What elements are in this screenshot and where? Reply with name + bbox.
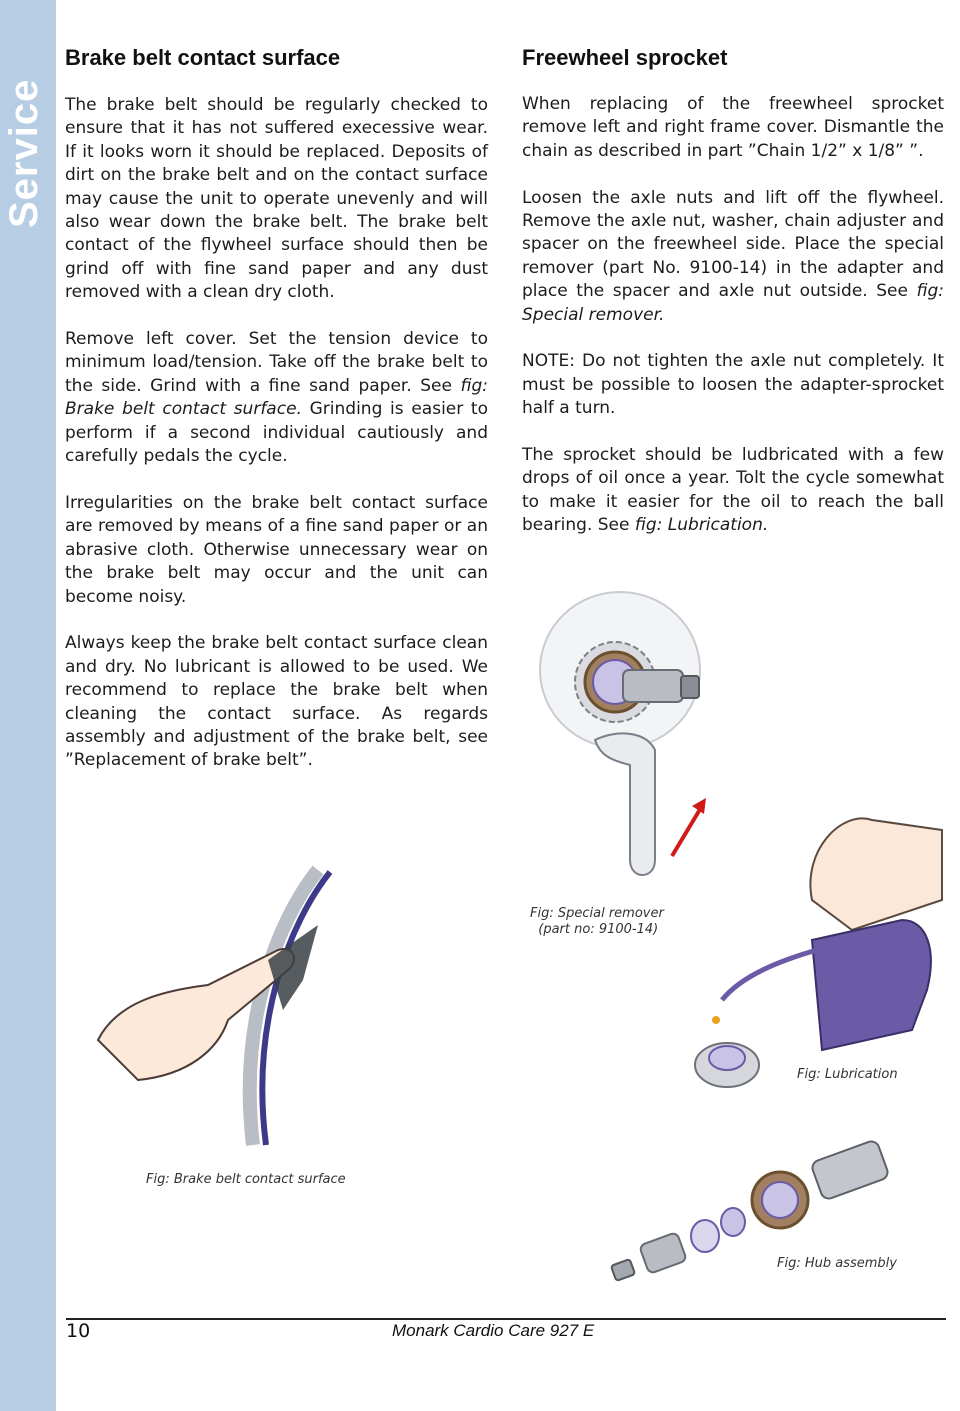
footer-rule: [66, 1318, 946, 1320]
special-remover-caption: Fig: Special remover (part no: 9100-14): [530, 906, 664, 937]
document-title: Monark Cardio Care 927 E: [392, 1321, 595, 1340]
right-heading: Freewheel sprocket: [522, 45, 728, 70]
brake-belt-illustration: [78, 860, 338, 1150]
page-number: 10: [66, 1320, 91, 1342]
paragraph: Always keep the brake belt contact surface clean and dry. No lubricant is allowed to be used. We recommend to replace the brake belt when cleaning the contact surface. As regards assembly and adjustment of the brake belt, see ”Replacement of brake belt”.: [65, 633, 488, 771]
paragraph: The sprocket should be ludbricated with a few drops of oil once a year. Tolt the cycle somewhat to make it easier for the oil to reach the ball bearing. See fig: Lubrication.: [522, 445, 944, 536]
paragraph: Remove left cover. Set the tension device to minimum load/tension. Take off the brake belt to the side. Grind with a fine sand paper. See fig: Brake belt contact surface. Grinding is easier to perform if a second individual cautiously and carefully pedals the cycle.: [65, 329, 488, 467]
paragraph: The brake belt should be regularly checked to ensure that it has not suffered execessive wear. If it looks worn it should be replaced. Deposits of dirt on the brake belt and on the contact surface may cause the unit to operate unevenly and will also wear down the brake belt. The brake belt contact of the flywheel surface should then be grind off with fine sand paper and any dust removed with a clean dry cloth.: [65, 95, 488, 303]
right-column-text: [522, 93, 944, 561]
paragraph: When replacing of the freewheel sprocket remove left and right frame cover. Dismantle the chain as described in part ”Chain 1/2” x 1/8” ”.: [522, 94, 944, 161]
hub-assembly-caption: Fig: Hub assembly: [777, 1256, 897, 1271]
left-heading: Brake belt contact surface: [65, 45, 341, 70]
paragraph: Irregularities on the brake belt contact surface are removed by means of a fine sand paper or an abrasive cloth. Otherwise unnecessary wear on the brake belt may occur and the unit can become noisy.: [65, 492, 488, 607]
paragraph: NOTE: Do not tighten the axle nut completely. It must be possible to loosen the adapter-sprocket half a turn.: [522, 351, 944, 419]
lubrication-caption: Fig: Lubrication: [797, 1067, 898, 1082]
left-column-text: [65, 94, 488, 796]
section-label: Service: [2, 78, 46, 228]
sidebar-band: [0, 0, 56, 1411]
lubrication-illustration: [672, 790, 952, 1110]
paragraph: Loosen the axle nuts and lift off the flywheel. Remove the axle nut, washer, chain adjuster and spacer on the freewheel side. Place the special remover (part No. 9100-14) in the adapter and place the spacer and axle nut outside. See fig: Special remover.: [522, 187, 944, 325]
brake-belt-caption: Fig: Brake belt contact surface: [146, 1172, 346, 1187]
